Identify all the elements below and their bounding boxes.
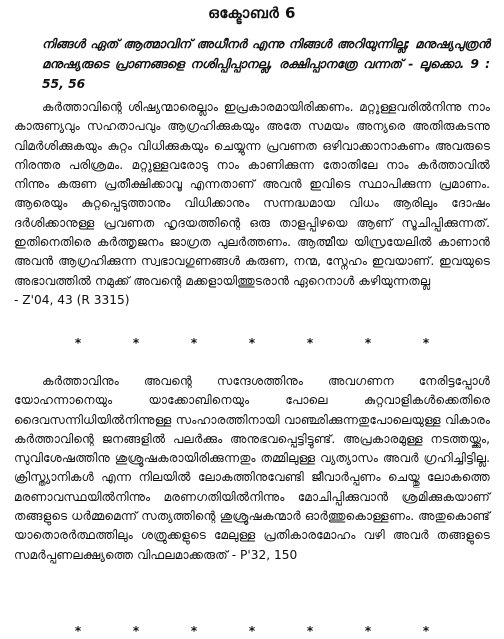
paragraph-1 (14, 98, 490, 310)
paragraph-2-text: കർത്താവിനും അവന്റെ സന്ദേശത്തിനും അവഗണന നേരിട്ടപ്പോൾ യോഹന്നാനെയും യാക്കോബിനെയും പോലെ കുറ്റവാളികൾക്കെതിരെ ദൈവസന്നിധിയിൽനിന്നുള്ള സംഹാരത്തിനായി വാഞ്ഛിക്കുന്നതുപോലെയുള്ള വികാരം കർത്താവിന്റെ ജനങ്ങളിൽ പലർക്കും അനുഭവപ്പെട്ടിട്ടുണ്ട്. അപ്രകാരമുള്ള നടത്തയ്ക്കും, സുവിശേഷത്തിനു ശുശ്രൂഷകരായിരിക്കുന്നതും തമ്മിലുള്ള വ്യത്യാസം അവർ ഗ്രഹിച്ചിട്ടില്ല. ക്രിസ്ത്യാനികൾ എന്ന നിലയിൽ ലോകത്തിനുവേണ്ടി ജീവാർപ്പണം ചെയ്തു ലോകത്തെ മരണാവസ്ഥയിൽനിന്നും മരണഗതിയിൽനിന്നും മോചിപ്പിക്കുവാൻ ശ്രമിക്കുകയാണ് തങ്ങളുടെ ധർമ്മമെന്ന് സത്യത്തിന്റെ ശുശ്രൂഷകന്മാർ ഓർത്തുകൊള്ളണം. അതുകൊണ്ട് യാതൊരർത്ഥത്തിലും ശത്രുക്കളുടെ മേലുള്ള പ്രതികാരമോഹം വഴി അവർ തങ്ങളുടെ സമർപ്പണലക്ഷ്യത്തെ വിഫലമാക്കരുത് (14, 374, 490, 562)
divider-star: * (248, 336, 256, 350)
divider-star: * (364, 336, 372, 350)
paragraph-1-reference: - Z'04, 43 (R 3315) (14, 292, 130, 307)
divider-star: * (190, 624, 198, 638)
divider-star: * (132, 624, 140, 638)
divider-star: * (422, 336, 430, 350)
paragraph-2 (14, 372, 490, 565)
paragraph-1-text: കർത്താവിന്റെ ശിഷ്യന്മാരെല്ലാം ഇപ്രകാരമായിരിക്കണം. മറ്റുള്ളവരിൽനിന്നു നാം കാരുണ്യവും സഹതാപവും ആഗ്രഹിക്കുകയും അതേ സമയം അന്യരെ അതിരുകടന്നു വിമർശിക്കുകയും കുറ്റം വിധിക്കുകയും ചെയ്യുന്ന പ്രവണത ഒഴിവാക്കാനാകണം അവരുടെ നിരന്തര പരിശ്രമം. മറ്റുള്ളവരോടു നാം കാണിക്കുന്ന തോതിലേ നാം കർത്താവിൽ നിന്നും കരുണ പ്രതീക്ഷിക്കാവൂ എന്നതാണ് അവൻ ഇവിടെ സ്ഥാപിക്കുന്ന പ്രമാണം. ആരെയും കുറ്റപ്പെടുത്താനും വിധിക്കാനും സന്നദ്ധമായ വിധം ആരിലും ദോഷം ദർശിക്കാനുള്ള പ്രവണത ഹൃദയത്തിന്റെ ഒരു താളപ്പിഴയെ ആണ് സൂചിപ്പിക്കുന്നത്. ഇതിനെതിരെ കർത്തൃജനം ജാഗ്രത പുലർത്തണം. ആത്മീയ യിസ്രയേലിൽ കാണാൻ അവൻ ആഗ്രഹിക്കുന്ന സ്വഭാവഗുണങ്ങൾ കരുണ, നന്മ, സ്നേഹം ഇവയാണ്. ഇവയുടെ അഭാവത്തിൽ നമുക്ക് അവന്റെ മക്കളായിത്തുടരാൻ ഏറെനാൾ കഴിയുന്നതല്ല (14, 100, 490, 288)
divider-star: * (306, 336, 314, 350)
divider-star: * (190, 336, 198, 350)
divider-star: * (74, 624, 82, 638)
divider-star: * (248, 624, 256, 638)
scripture-verse: നിങ്ങൾ ഏത് ആത്മാവിന് അധീനർ എന്നു നിങ്ങൾ അറിയുന്നില്ല; മനുഷ്യപുത്രൻ മനുഷ്യരുടെ പ്രാണങ്ങളെ നശിപ്പിപ്പാനല്ല, രക്ഷിപ്പാനത്രേ വന്നത് - ലൂക്കൊ. 9 : 55, 56 (42, 37, 490, 91)
paragraph-2-reference: - P'32, 150 (231, 547, 298, 562)
divider-star: * (422, 624, 430, 638)
section-divider (0, 336, 504, 350)
divider-star: * (74, 336, 82, 350)
divider-star: * (132, 336, 140, 350)
divider-star: * (364, 624, 372, 638)
divider-star: * (306, 624, 314, 638)
section-divider (0, 624, 504, 638)
page-title: ഒക്ടോബർ 6 (208, 4, 296, 22)
